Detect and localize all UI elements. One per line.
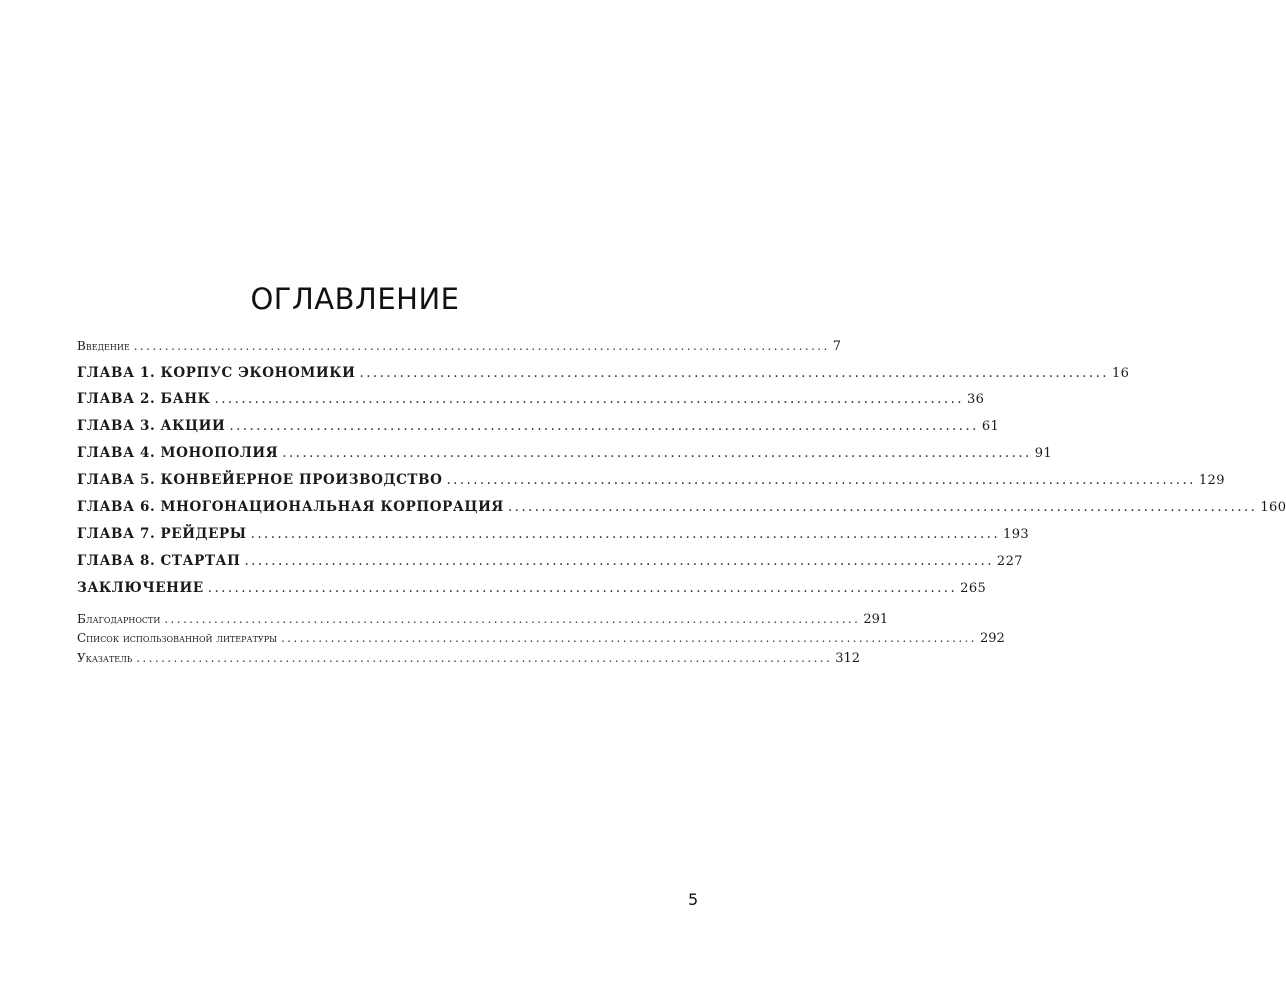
toc-entry-label: ЗАКЛЮЧЕНИЕ <box>77 580 204 596</box>
toc-entry-label: ГЛАВА 5. КОНВЕЙЕРНОЕ ПРОИЗВОДСТВО <box>77 472 443 488</box>
dot-leader: ................................................................................................................ <box>250 526 1001 542</box>
toc-entry-page: 265 <box>960 581 987 596</box>
toc-entry-label: ГЛАВА 8. СТАРТАП <box>77 553 241 569</box>
toc-entry-index[interactable] <box>77 650 861 667</box>
page-title: ОГЛАВЛЕНИЕ <box>250 282 460 316</box>
toc-entry-introduction[interactable] <box>77 338 841 355</box>
toc-entry-label: ГЛАВА 1. КОРПУС ЭКОНОМИКИ <box>77 365 356 381</box>
toc-entry-label: Указатель <box>77 651 133 665</box>
toc-entry-page: 36 <box>966 392 985 407</box>
page-number: 5 <box>688 890 699 909</box>
toc-entry-label: Список использованной литературы <box>77 631 277 645</box>
toc-entry-chapter-8[interactable] <box>77 553 1023 570</box>
toc-entry-conclusion[interactable] <box>77 580 987 597</box>
toc-entry-label: Благодарности <box>77 612 161 626</box>
dot-leader: ................................................................................................................ <box>214 391 964 407</box>
toc-entry-label: ГЛАВА 3. АКЦИИ <box>77 418 226 434</box>
toc-entry-references[interactable] <box>77 630 1005 647</box>
dot-leader: ................................................................................................................ <box>136 651 833 665</box>
dot-leader: ................................................................................................................ <box>446 472 1196 488</box>
toc-entry-label: ГЛАВА 4. МОНОПОЛИЯ <box>77 445 279 461</box>
dot-leader: ................................................................................................................ <box>280 631 977 645</box>
dot-leader: ................................................................................................................ <box>207 580 958 596</box>
dot-leader: ................................................................................................................ <box>282 445 1032 461</box>
toc-entry-page: 91 <box>1034 446 1053 461</box>
toc-entry-acknowledgements[interactable] <box>77 611 889 628</box>
toc-entry-page: 61 <box>981 419 1000 434</box>
toc-entry-page: 291 <box>863 612 889 627</box>
toc-entry-label: Введение <box>77 339 130 353</box>
toc-entry-chapter-6[interactable] <box>77 499 1286 516</box>
toc-entry-page: 312 <box>835 651 861 666</box>
dot-leader: ................................................................................................................ <box>359 365 1109 381</box>
dot-leader: ................................................................................................................ <box>164 612 861 626</box>
toc-entry-page: 160 <box>1260 500 1286 515</box>
toc-entry-label: ГЛАВА 2. БАНК <box>77 391 211 407</box>
toc-entry-chapter-1[interactable] <box>77 365 1130 382</box>
toc-entry-page: 227 <box>996 554 1023 569</box>
table-of-contents <box>77 0 1286 1000</box>
toc-entry-chapter-5[interactable] <box>77 472 1225 489</box>
toc-entry-chapter-2[interactable] <box>77 391 985 408</box>
toc-entry-label: ГЛАВА 6. МНОГОНАЦИОНАЛЬНАЯ КОРПОРАЦИЯ <box>77 499 504 515</box>
dot-leader: ................................................................................................................ <box>244 553 994 569</box>
toc-entry-page: 292 <box>979 631 1005 646</box>
toc-entry-page: 129 <box>1198 473 1225 488</box>
toc-entry-page: 193 <box>1003 527 1030 542</box>
toc-entry-chapter-7[interactable] <box>77 526 1030 543</box>
toc-entry-chapter-4[interactable] <box>77 445 1053 462</box>
toc-entry-label: ГЛАВА 7. РЕЙДЕРЫ <box>77 526 247 542</box>
toc-entry-page: 16 <box>1111 366 1130 381</box>
toc-entry-chapter-3[interactable] <box>77 418 1000 435</box>
dot-leader: ................................................................................................................ <box>507 499 1258 515</box>
dot-leader: ................................................................................................................ <box>229 418 979 434</box>
toc-entry-page: 7 <box>832 339 841 354</box>
dot-leader: ................................................................................................................ <box>133 339 830 353</box>
